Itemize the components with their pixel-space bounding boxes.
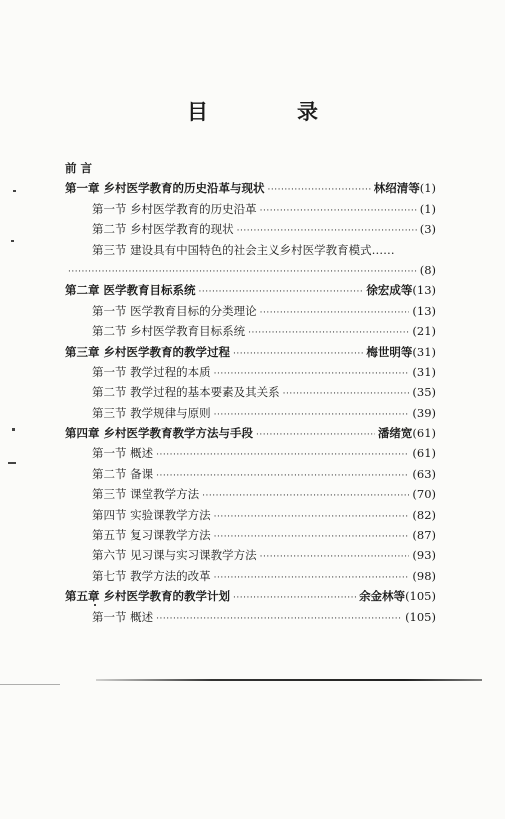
toc-entry-page: (39) <box>412 405 436 420</box>
toc-section-row[interactable] <box>65 484 436 504</box>
toc-chapter-row[interactable] <box>65 423 436 443</box>
dot-leader <box>268 180 371 200</box>
dot-leader <box>283 384 410 404</box>
scan-speck <box>13 190 16 192</box>
toc-entry-title: 第一节 概述 <box>92 446 154 461</box>
bottom-rule <box>96 679 482 681</box>
toc-section-row[interactable] <box>65 219 436 239</box>
toc-entry-page: (82) <box>412 507 436 522</box>
dot-leader <box>260 303 410 323</box>
dot-leader <box>214 568 410 588</box>
dot-leader <box>260 201 417 221</box>
toc-entry-title: 第一节 概述 <box>92 609 154 624</box>
dot-leader <box>237 221 417 241</box>
toc-entry-title: 第一节 乡村医学教育的历史沿革 <box>92 201 257 216</box>
toc-entry-title: 第三节 教学规律与原则 <box>92 405 211 420</box>
toc-entry-page: (87) <box>412 528 436 543</box>
toc-row[interactable] <box>65 260 436 280</box>
toc-entry-page: (21) <box>412 324 436 339</box>
toc-section-row[interactable] <box>65 382 436 402</box>
toc-entry-title: 第三节 建设具有中国特色的社会主义乡村医学教育模式…… <box>92 242 395 257</box>
dot-leader <box>68 262 417 282</box>
toc-row[interactable] <box>65 158 436 178</box>
toc-section-row[interactable] <box>65 321 436 341</box>
toc-chapter-row[interactable] <box>65 586 436 606</box>
toc-section-row[interactable] <box>65 199 436 219</box>
scan-speck <box>8 462 16 464</box>
toc-chapter-row[interactable] <box>65 280 436 300</box>
toc-entry-page: (13) <box>412 303 436 318</box>
toc-entry-title: 第五章 乡村医学教育的教学计划 <box>65 589 231 604</box>
dot-leader <box>156 466 409 486</box>
dot-leader <box>256 425 375 445</box>
toc-entry-title: 前 言 <box>65 161 93 175</box>
toc-section-row[interactable] <box>65 607 436 627</box>
toc-entry-author: 梅世明等 <box>366 344 413 359</box>
dot-leader <box>248 323 409 343</box>
toc-entry-page: (35) <box>412 385 436 400</box>
dot-leader <box>156 609 402 629</box>
toc-section-row[interactable] <box>65 240 436 260</box>
toc-entry-page: (1) <box>419 181 436 196</box>
toc-entry-page: (61) <box>412 426 436 441</box>
toc-entry-title: 第五节 复习课教学方法 <box>92 528 211 543</box>
toc-entry-page: (31) <box>412 364 436 379</box>
toc-entry-title: 第二节 乡村医学教育的现状 <box>92 222 234 237</box>
toc-entry-page: (31) <box>412 344 436 359</box>
toc-section-row[interactable] <box>65 566 436 586</box>
toc-section-row[interactable] <box>65 301 436 321</box>
toc-entry-title: 第二节 备课 <box>92 466 154 481</box>
toc-entry-page: (3) <box>419 222 436 237</box>
toc-entry-page: (93) <box>412 548 436 563</box>
dot-leader <box>214 507 410 527</box>
dot-leader <box>202 486 409 506</box>
dot-leader <box>156 445 409 465</box>
dot-leader <box>214 364 410 384</box>
page-title: 目 录 <box>187 100 352 124</box>
toc-entry-page: (61) <box>412 446 436 461</box>
toc-entry-title: 第三章 乡村医学教育的教学过程 <box>65 344 231 359</box>
dot-leader <box>233 344 363 364</box>
toc-chapter-row[interactable] <box>65 342 436 362</box>
toc-chapter-row[interactable] <box>65 178 436 198</box>
scan-speck <box>11 240 14 242</box>
dot-leader <box>199 282 364 302</box>
toc-section-row[interactable] <box>65 443 436 463</box>
toc-section-row[interactable] <box>65 403 436 423</box>
toc-entry-page: (63) <box>412 466 436 481</box>
toc-entry-title: 第四章 乡村医学教育教学方法与手段 <box>65 426 254 441</box>
dot-leader <box>214 405 410 425</box>
toc-section-row[interactable] <box>65 525 436 545</box>
toc-entry-page: (98) <box>412 568 436 583</box>
toc-entry-page: (105) <box>405 589 436 604</box>
toc-entry-title: 第二章 医学教育目标系统 <box>65 283 196 298</box>
toc-entry-author: 林绍清等 <box>373 181 420 196</box>
toc-section-row[interactable] <box>65 362 436 382</box>
toc-entry-author: 徐宏成等 <box>366 283 413 298</box>
toc-entry-title: 第六节 见习课与实习课教学方法 <box>92 548 257 563</box>
toc-entry-page: (8) <box>419 262 436 277</box>
dot-leader <box>260 547 410 567</box>
bottom-rule-left <box>0 684 60 685</box>
toc-entry-page: (70) <box>412 487 436 502</box>
toc-entry-page: (105) <box>405 609 436 624</box>
toc-section-row[interactable] <box>65 545 436 565</box>
dot-leader <box>233 588 356 608</box>
dot-leader <box>214 527 410 547</box>
toc-entry-author: 潘绪宽 <box>377 426 413 441</box>
toc-entry-title: 第一章 乡村医学教育的历史沿革与现状 <box>65 181 265 196</box>
table-of-contents <box>65 158 436 627</box>
toc-entry-title: 第二节 乡村医学教育目标系统 <box>92 324 246 339</box>
toc-entry-title: 第一节 医学教育目标的分类理论 <box>92 303 257 318</box>
toc-entry-page: (13) <box>412 283 436 298</box>
toc-section-row[interactable] <box>65 464 436 484</box>
toc-entry-title: 第三节 课堂教学方法 <box>92 487 200 502</box>
toc-entry-title: 第一节 教学过程的本质 <box>92 364 211 379</box>
scan-speck <box>12 428 15 431</box>
toc-section-row[interactable] <box>65 505 436 525</box>
toc-entry-title: 第七节 教学方法的改革 <box>92 568 211 583</box>
toc-entry-author: 余金林等 <box>359 589 406 604</box>
toc-entry-page: (1) <box>419 201 436 216</box>
scan-speck <box>94 604 96 606</box>
toc-entry-title: 第四节 实验课教学方法 <box>92 507 211 522</box>
toc-entry-title: 第二节 教学过程的基本要素及其关系 <box>92 385 280 400</box>
